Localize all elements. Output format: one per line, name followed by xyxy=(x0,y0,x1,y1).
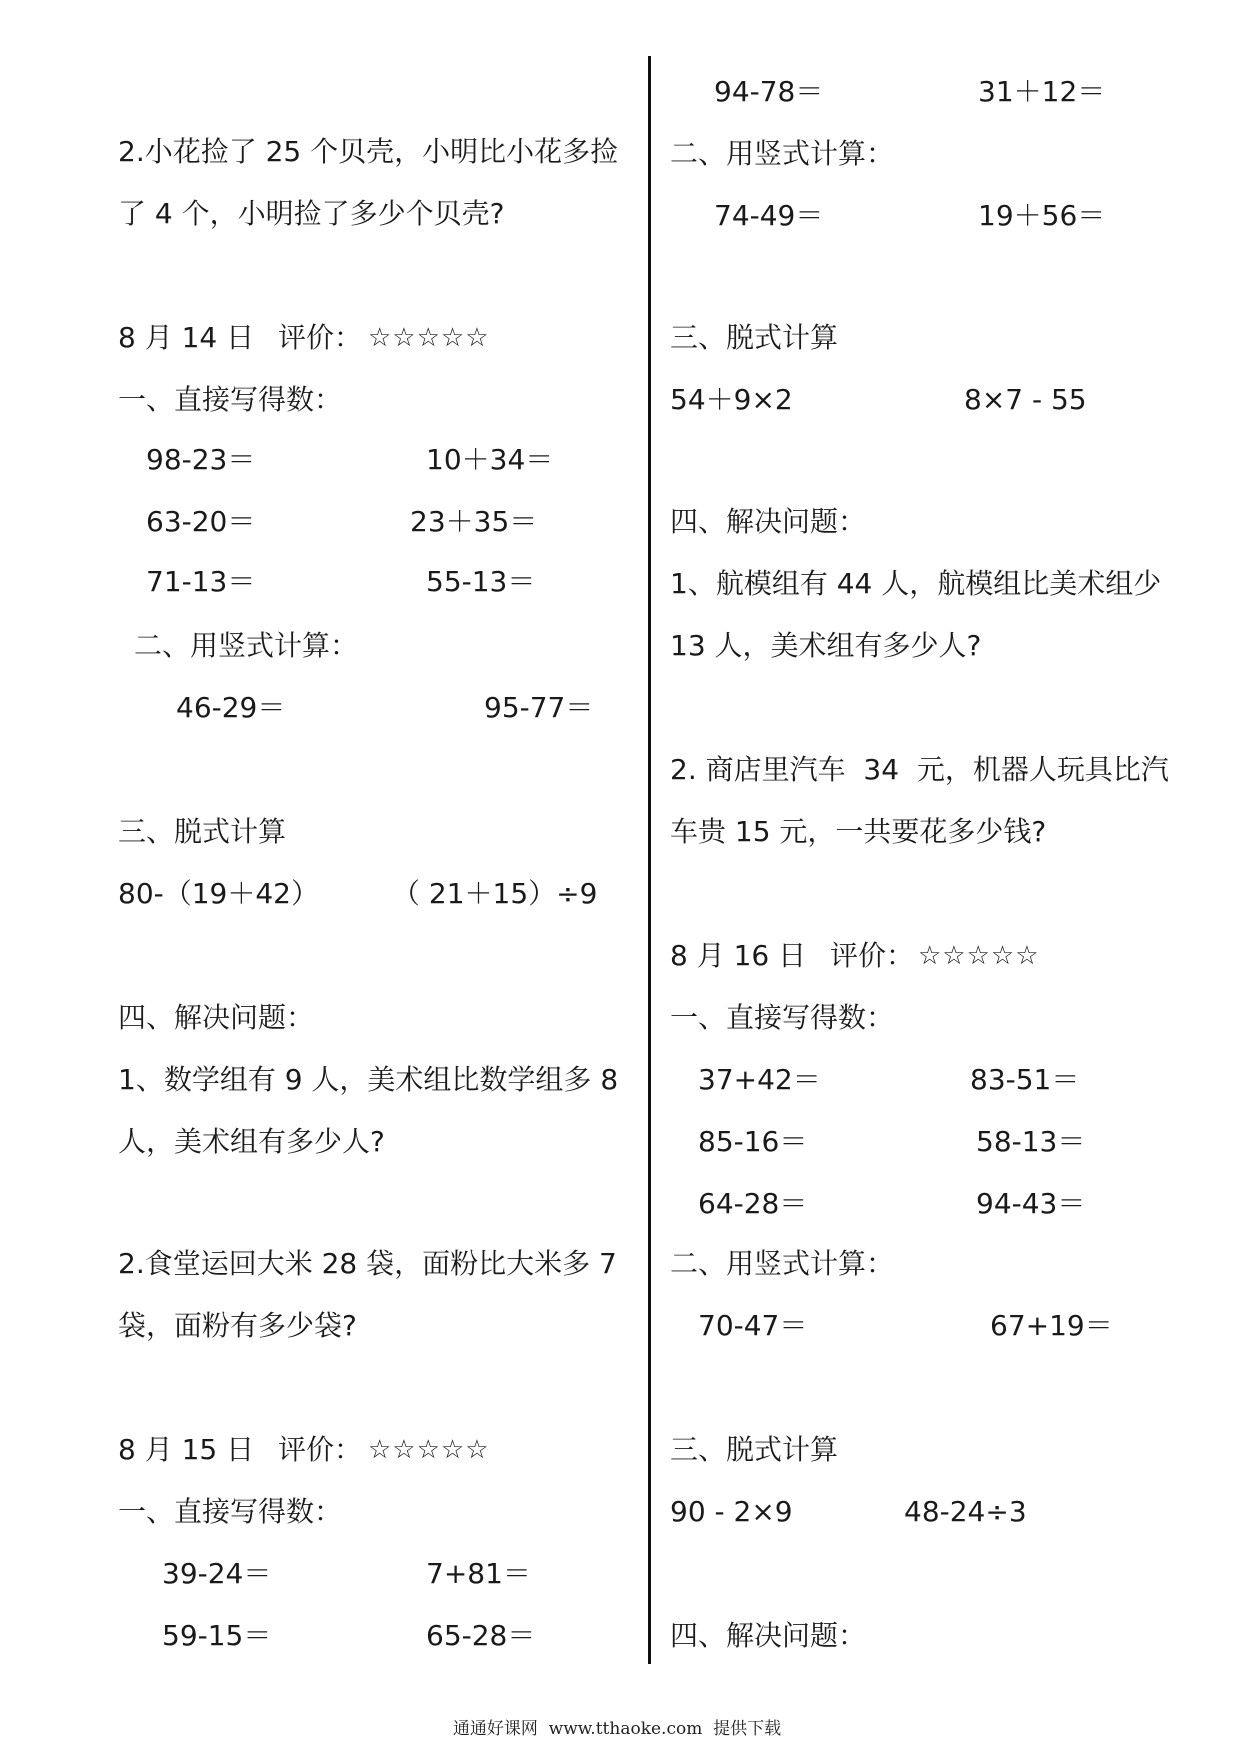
day14-vertical-b: 95-77＝ xyxy=(484,691,594,724)
day16-direct-2b: 58-13＝ xyxy=(976,1125,1086,1158)
day15-direct-2a: 59-15＝ xyxy=(162,1619,272,1652)
day15-section3-title: 三、脱式计算 xyxy=(670,321,839,354)
day14-direct-3a: 71-13＝ xyxy=(146,565,256,598)
day16-vertical-b: 67+19＝ xyxy=(990,1309,1113,1342)
column-divider xyxy=(648,56,651,1664)
day15-eval-label: 评价： xyxy=(278,1433,363,1466)
day16-stepwise-a: 90 - 2×9 xyxy=(670,1495,793,1528)
day14-direct-2a: 63-20＝ xyxy=(146,505,256,538)
day14-direct-3b: 55-13＝ xyxy=(426,565,536,598)
day15-q1-line1: 1、航模组有 44 人，航模组比美术组少 xyxy=(670,567,1162,600)
day15-stepwise-a: 54＋9×2 xyxy=(670,383,793,416)
day16-direct-1b: 83-51＝ xyxy=(970,1063,1080,1096)
day14-section1-title: 一、直接写得数： xyxy=(118,383,343,416)
day14-stepwise-b: （ 21＋15）÷9 xyxy=(392,877,598,910)
day14-date: 8 月 14 日 xyxy=(118,321,255,354)
day16-vertical-a: 70-47＝ xyxy=(698,1309,808,1342)
day15-vertical-b: 19＋56＝ xyxy=(978,199,1106,232)
day15-section4-title: 四、解决问题： xyxy=(670,505,867,538)
day15-q1-line2: 13 人，美术组有多少人? xyxy=(670,629,982,662)
day15-rating-stars: ☆☆☆☆☆ xyxy=(368,1435,490,1465)
day16-eval-label: 评价： xyxy=(830,939,915,972)
day16-section4-title: 四、解决问题： xyxy=(670,1619,867,1652)
day15-direct-1a: 39-24＝ xyxy=(162,1557,272,1590)
day16-section2-title: 二、用竖式计算： xyxy=(670,1247,895,1280)
day15-direct-1b: 7+81＝ xyxy=(426,1557,531,1590)
day16-direct-3b: 94-43＝ xyxy=(976,1187,1086,1220)
day16-section3-title: 三、脱式计算 xyxy=(670,1433,839,1466)
day15-q2-line2: 车贵 15 元，一共要花多少钱? xyxy=(670,815,1047,848)
day14-eval-label: 评价： xyxy=(278,321,363,354)
day15-vertical-a: 74-49＝ xyxy=(714,199,824,232)
day16-rating-stars: ☆☆☆☆☆ xyxy=(918,941,1040,971)
day14-q2-line2: 袋，面粉有多少袋? xyxy=(118,1309,357,1342)
day16-section1-title: 一、直接写得数： xyxy=(670,1001,895,1034)
day15-date: 8 月 15 日 xyxy=(118,1433,255,1466)
day14-direct-2b: 23＋35＝ xyxy=(410,505,538,538)
day14-rating-stars: ☆☆☆☆☆ xyxy=(368,323,490,353)
footer-credit: 通通好课网 www.tthaoke.com 提供下载 xyxy=(452,1719,782,1739)
day16-date: 8 月 16 日 xyxy=(670,939,807,972)
day14-q2-line1: 2.食堂运回大米 28 袋，面粉比大米多 7 xyxy=(118,1247,617,1280)
day15-q2-line1: 2. 商店里汽车 34 元，机器人玩具比汽 xyxy=(670,753,1169,786)
day16-direct-2a: 85-16＝ xyxy=(698,1125,808,1158)
day16-direct-3a: 64-28＝ xyxy=(698,1187,808,1220)
day14-q1-line1: 1、数学组有 9 人，美术组比数学组多 8 xyxy=(118,1063,619,1096)
day15-direct-2b: 65-28＝ xyxy=(426,1619,536,1652)
day14-direct-1a: 98-23＝ xyxy=(146,443,256,476)
left-problem2-line1: 2.小花捡了 25 个贝壳，小明比小花多捡 xyxy=(118,135,619,168)
day15-direct-3b: 31＋12＝ xyxy=(978,75,1106,108)
day16-stepwise-b: 48-24÷3 xyxy=(904,1495,1027,1528)
day15-section1-title: 一、直接写得数： xyxy=(118,1495,343,1528)
day14-vertical-a: 46-29＝ xyxy=(176,691,286,724)
left-problem2-line2: 了 4 个，小明捡了多少个贝壳? xyxy=(118,197,505,230)
day14-direct-1b: 10＋34＝ xyxy=(426,443,554,476)
day15-stepwise-b: 8×7 - 55 xyxy=(964,383,1087,416)
day15-direct-3a: 94-78＝ xyxy=(714,75,824,108)
day14-q1-line2: 人，美术组有多少人? xyxy=(118,1125,385,1158)
day14-section2-title: 二、用竖式计算： xyxy=(134,629,359,662)
day14-section3-title: 三、脱式计算 xyxy=(118,815,287,848)
day15-section2-title: 二、用竖式计算： xyxy=(670,137,895,170)
day14-section4-title: 四、解决问题： xyxy=(118,1001,315,1034)
day14-stepwise-a: 80-（19＋42） xyxy=(118,877,319,910)
day16-direct-1a: 37+42＝ xyxy=(698,1063,821,1096)
